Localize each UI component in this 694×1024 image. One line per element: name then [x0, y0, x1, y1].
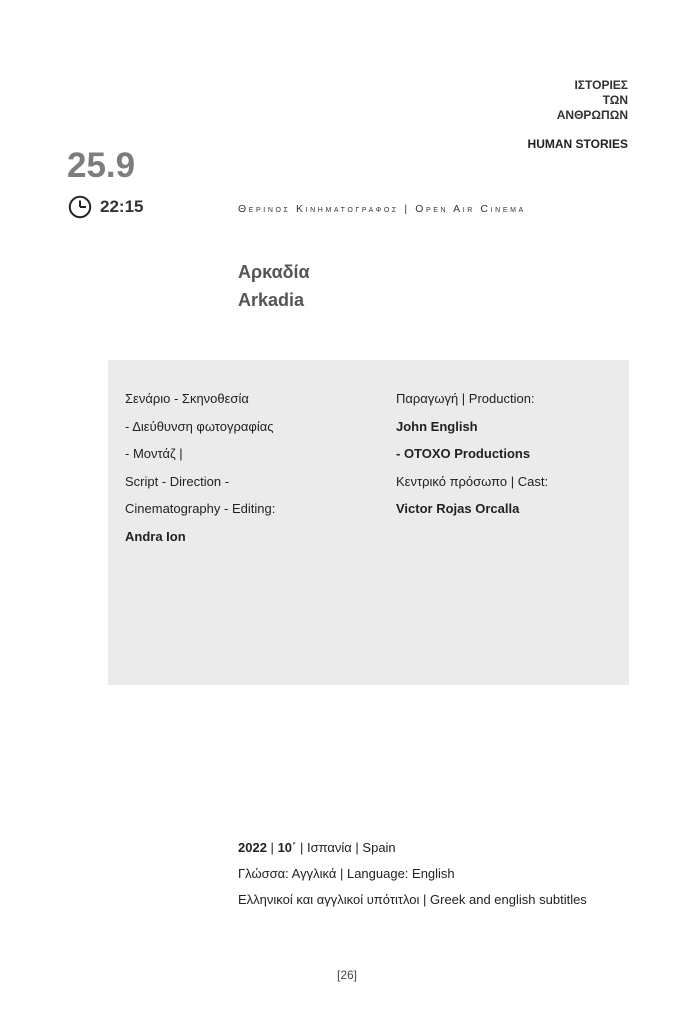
screening-date: 25.9: [67, 146, 136, 185]
credit-name: - OTOXO Productions: [396, 446, 531, 461]
page-number: [26]: [336, 968, 357, 982]
credit-name: Victor Rojas Orcalla: [396, 501, 520, 516]
credit-line: - Διεύθυνση φωτογραφίας: [125, 418, 274, 434]
film-info: [238, 835, 587, 913]
credit-line: Κεντρικό πρόσωπο | Cast:: [396, 473, 549, 489]
credits-box: [108, 360, 629, 685]
film-language: Γλώσσα: Αγγλικά | Language: English: [238, 866, 455, 881]
clock-icon: [68, 195, 92, 219]
credit-line: Παραγωγή | Production:: [396, 391, 535, 406]
screening-time: 22:15: [100, 197, 144, 216]
section-title-line: ΙΣΤΟΡΙΕΣ: [574, 78, 628, 92]
film-title-greek: Αρκαδία: [238, 262, 310, 282]
film-year: 2022: [238, 840, 267, 855]
credit-name: John English: [396, 418, 478, 434]
credits-left-column: [125, 385, 275, 550]
screening-venue: Θερινος Κινηματογραφος | Open Air Cinema: [238, 203, 526, 215]
film-subtitles: Ελληνικοί και αγγλικοί υπότιτλοι | Greek and english subtitles: [238, 892, 587, 907]
info-separator: |: [270, 840, 274, 855]
film-title-english: Arkadia: [238, 290, 305, 310]
section-title-greek: [557, 78, 628, 123]
section-title-english: HUMAN STORIES: [527, 137, 628, 151]
credit-name: Andra Ion: [125, 528, 186, 544]
film-duration: 10΄: [277, 840, 297, 855]
credit-line: - Μοντάζ |: [125, 446, 183, 461]
section-title-line: ΤΩΝ: [602, 93, 628, 107]
film-info-line: [238, 835, 587, 861]
film-country: | Ισπανία | Spain: [299, 840, 396, 855]
credit-line: Script - Direction -: [125, 473, 230, 489]
credits-right-column: [396, 385, 548, 523]
credit-line: Σενάριο - Σκηνοθεσία: [125, 391, 249, 406]
credit-line: Cinematography - Editing:: [125, 501, 276, 516]
section-title-line: ΑΝΘΡΩΠΩΝ: [556, 108, 628, 122]
screening-time-row: [68, 194, 143, 220]
